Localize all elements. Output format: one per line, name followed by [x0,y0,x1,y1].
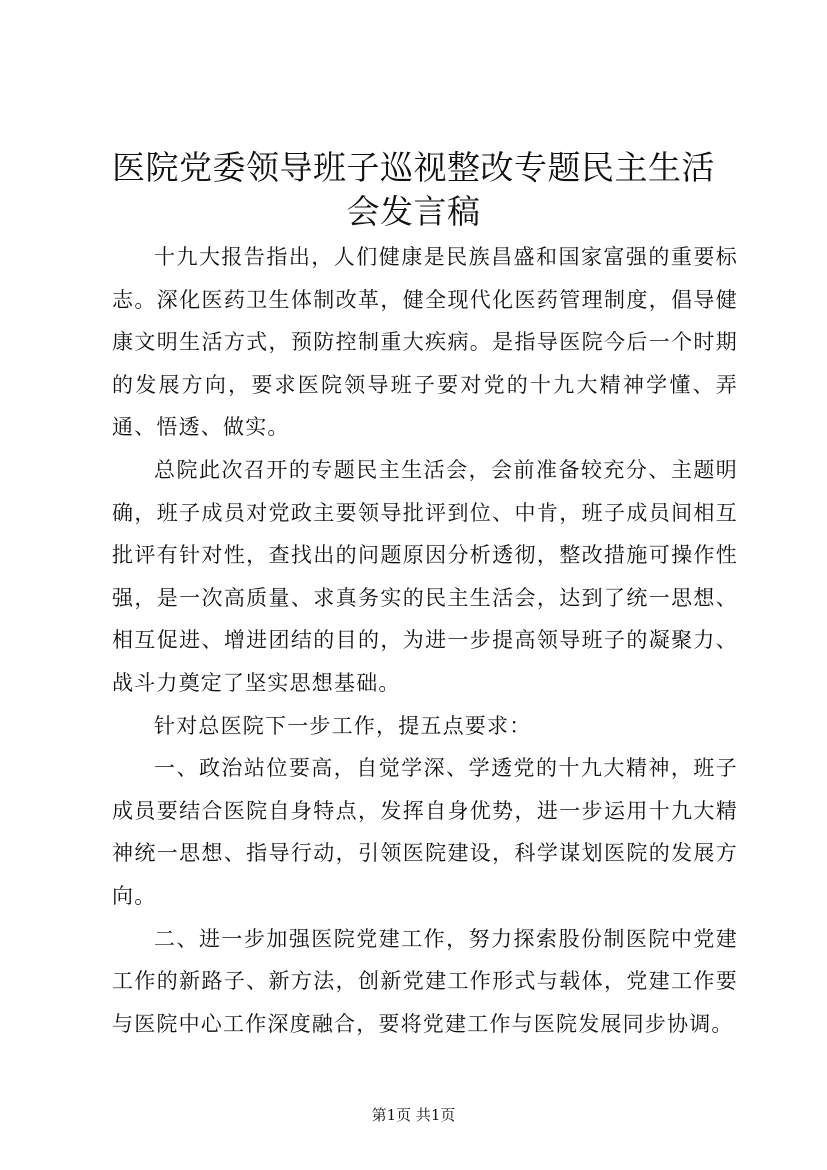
document-title: 医院党委领导班子巡视整改专题民主生活会发言稿 [112,148,715,231]
page-footer: 第1页 共1页 [371,1106,456,1124]
paragraph-1: 十九大报告指出，人们健康是民族昌盛和国家富强的重要标志。深化医药卫生体制改革，健全现代化医药管理制度，倡导健康文明生活方式，预防控制重大疾病。是指导医院今后一个时期的发展方向，要求医院领导班子要对党的十九大精神学懂、弄通、悟透、做实。 [112,245,738,440]
paragraph-3: 针对总医院下一步工作，提五点要求： [154,713,532,738]
paragraph-2: 总院此次召开的专题民主生活会，会前准备较充分、主题明确，班子成员对党政主要领导批评到位、中肯，班子成员间相互批评有针对性，查找出的问题原因分析透彻，整改措施可操作性强，是一次高质量、求真务实的民主生活会，达到了统一思想、相互促进、增进团结的目的，为进一步提高领导班子的凝聚力、战斗力奠定了坚实思想基础。 [112,457,738,695]
paragraph-5: 二、进一步加强医院党建工作，努力探索股份制医院中党建工作的新路子、新方法，创新党建工作形式与载体，党建工作要与医院中心工作深度融合，要将党建工作与医院发展同步协调。 [112,926,738,1036]
document-body [112,236,738,1045]
paragraph-4: 一、政治站位要高，自觉学深、学透党的十九大精神，班子成员要结合医院自身特点，发挥自身优势，进一步运用十九大精神统一思想、指导行动，引领医院建设，科学谋划医院的发展方向。 [112,756,738,908]
